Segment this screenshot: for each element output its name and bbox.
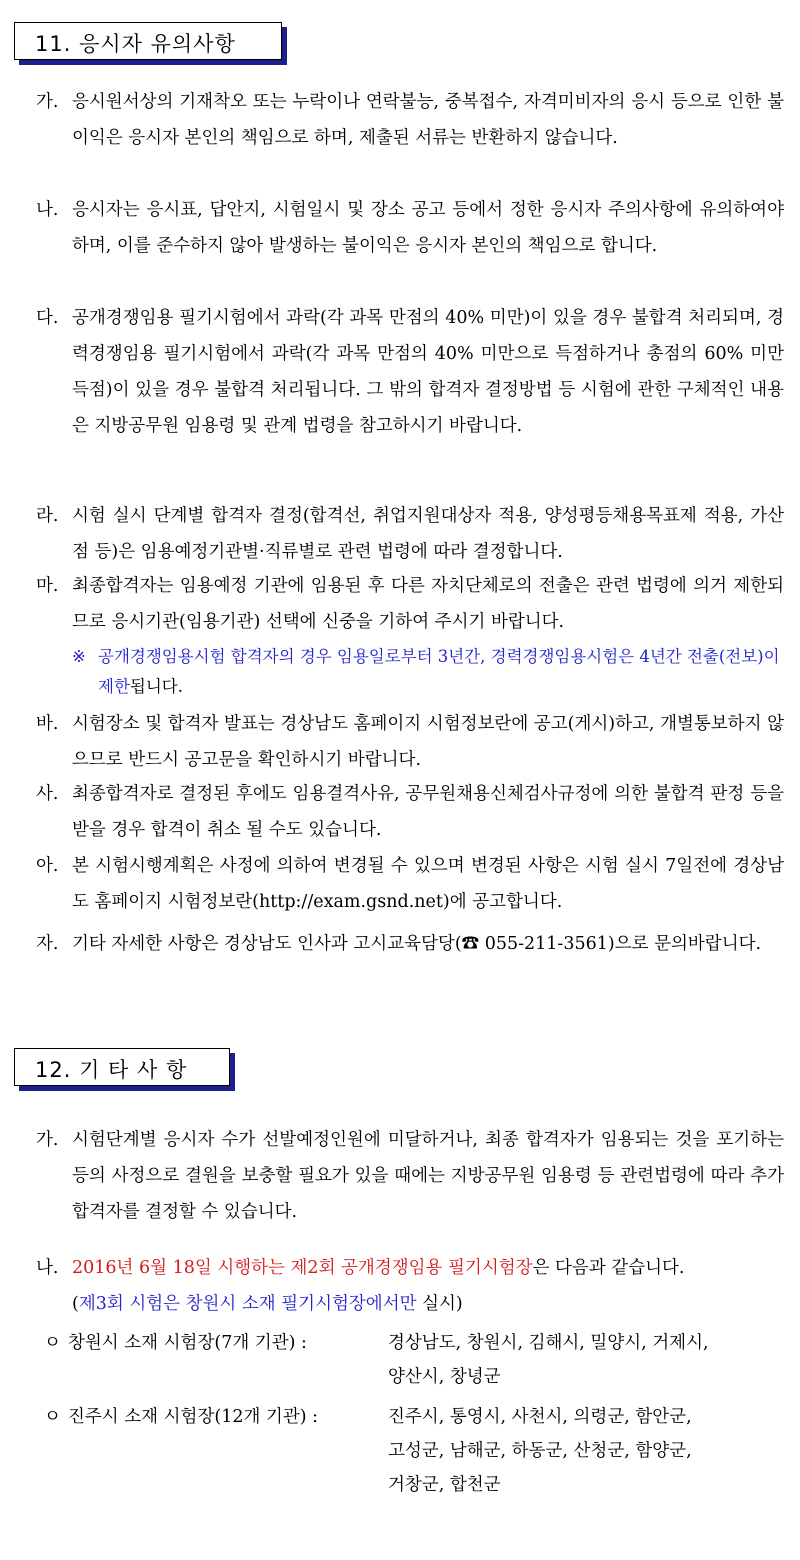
item-marker: 라. <box>36 506 59 526</box>
item-marker: 마. <box>36 576 59 596</box>
other-item-na <box>36 1250 784 1322</box>
item-marker: 나. <box>36 1258 59 1278</box>
notice-item-ma <box>36 568 784 640</box>
item-text: 최종합격자로 결정된 후에도 임용결격사유, 공무원채용신체검사규정에 의한 불합격 판정 등을 받을 경우 합격이 취소 될 수도 있습니다. <box>72 784 784 840</box>
item-text: 공개경쟁임용 필기시험에서 과락(각 과목 만점의 40% 미만)이 있을 경우 불합격 처리되며, 경력경쟁임용 필기시험에서 과락(각 과목 만점의 40% 미만으로 득점하거나 총점의 60% 미만 득점)이 있을 경우 불합격 처리됩니다. 그 밖의 합격자 결정방법 등 시험에 관한 구체적인 내용은 지방공무원 임용령 및 관계 법령을 참고하시기 바랍니다. <box>72 308 784 436</box>
item-text: 시험 실시 단계별 합격자 결정(합격선, 취업지원대상자 적용, 양성평등채용목표제 적용, 가산점 등)은 임용예정기관별·직류별로 관련 법령에 따라 결정합니다. <box>72 506 784 562</box>
notice-item-ja <box>36 926 784 962</box>
transfer-restriction-note <box>72 642 784 702</box>
item-marker: 바. <box>36 714 59 734</box>
section-12-title-box <box>14 1048 230 1086</box>
venue-jinju <box>44 1400 784 1502</box>
note-text-blue: 공개경쟁임용시험 합격자의 경우 임용일로부터 3년간, 경력경쟁임용시험은 4년간 전출(전보)이 제한 <box>98 647 780 696</box>
notice-item-na <box>36 192 784 264</box>
venue-agencies-line: 경상남도, 창원시, 김해시, 밀양시, 거제시, <box>388 1333 709 1353</box>
exam-venue-intro-red: 2016년 6월 18일 시행하는 제2회 공개경쟁임용 필기시험장 <box>72 1258 533 1278</box>
venue-label: 진주시 소재 시험장(12개 기관) : <box>68 1407 319 1427</box>
paren-open: ( <box>72 1294 79 1314</box>
paren-close: 실시) <box>416 1294 463 1314</box>
exam-venue-intro-black: 은 다음과 같습니다. <box>532 1258 685 1278</box>
bullet-icon: ㅇ <box>44 1333 61 1353</box>
item-marker: 자. <box>36 934 59 954</box>
other-item-ga <box>36 1122 784 1230</box>
item-text: 응시자는 응시표, 답안지, 시험일시 및 장소 공고 등에서 정한 응시자 주의사항에 유의하여야 하며, 이를 준수하지 않아 발생하는 불이익은 응시자 본인의 책임으로 합니다. <box>72 200 784 256</box>
item-text: 기타 자세한 사항은 경상남도 인사과 고시교육담당(☎ 055-211-3561)으로 문의바랍니다. <box>72 934 762 954</box>
section-11-title-box <box>14 22 282 60</box>
venue-changwon <box>44 1326 784 1394</box>
third-exam-note-blue: 제3회 시험은 창원시 소재 필기시험장에서만 <box>78 1294 417 1314</box>
venue-agencies-line: 진주시, 통영시, 사천시, 의령군, 함안군, <box>388 1407 692 1427</box>
notice-item-sa <box>36 776 784 848</box>
item-text: 시험단계별 응시자 수가 선발예정인원에 미달하거나, 최종 합격자가 임용되는 것을 포기하는 등의 사정으로 결원을 보충할 필요가 있을 때에는 지방공무원 임용령 등 관련법령에 따라 추가 합격자를 결정할 수 있습니다. <box>72 1130 784 1222</box>
notice-item-a <box>36 848 784 920</box>
item-marker: 사. <box>36 784 59 804</box>
item-marker: 가. <box>36 92 59 112</box>
bullet-icon: ㅇ <box>44 1407 61 1427</box>
note-text-black: 됩니다. <box>129 677 183 696</box>
item-marker: 다. <box>36 308 59 328</box>
notice-item-ga <box>36 84 784 156</box>
venue-agencies-line: 양산시, 창녕군 <box>388 1367 501 1387</box>
item-text: 시험장소 및 합격자 발표는 경상남도 홈페이지 시험정보란에 공고(게시)하고, 개별통보하지 않으므로 반드시 공고문을 확인하시기 바랍니다. <box>72 714 784 770</box>
item-marker: 아. <box>36 856 59 876</box>
notice-item-ra <box>36 498 784 570</box>
notice-item-ba <box>36 706 784 778</box>
item-marker: 가. <box>36 1130 59 1150</box>
venue-agencies-line: 거창군, 합천군 <box>388 1475 501 1495</box>
note-marker: ※ <box>72 647 86 666</box>
section-12-title: 12. 기 타 사 항 <box>35 1058 188 1082</box>
venue-label: 창원시 소재 시험장(7개 기관) : <box>68 1333 307 1353</box>
item-text: 응시원서상의 기재착오 또는 누락이나 연락불능, 중복접수, 자격미비자의 응시 등으로 인한 불이익은 응시자 본인의 책임으로 하며, 제출된 서류는 반환하지 않습니다. <box>72 92 784 148</box>
item-text: 최종합격자는 임용예정 기관에 임용된 후 다른 자치단체로의 전출은 관련 법령에 의거 제한되므로 응시기관(임용기관) 선택에 신중을 기하여 주시기 바랍니다. <box>72 576 784 632</box>
item-text: 본 시험시행계획은 사정에 의하여 변경될 수 있으며 변경된 사항은 시험 실시 7일전에 경상남도 홈페이지 시험정보란(http://exam.gsnd.net)에 공고합니다. <box>72 856 784 912</box>
venue-agencies-line: 고성군, 남해군, 하동군, 산청군, 함양군, <box>388 1441 692 1461</box>
notice-item-da <box>36 300 784 444</box>
item-marker: 나. <box>36 200 59 220</box>
section-11-title: 11. 응시자 유의사항 <box>35 32 236 56</box>
